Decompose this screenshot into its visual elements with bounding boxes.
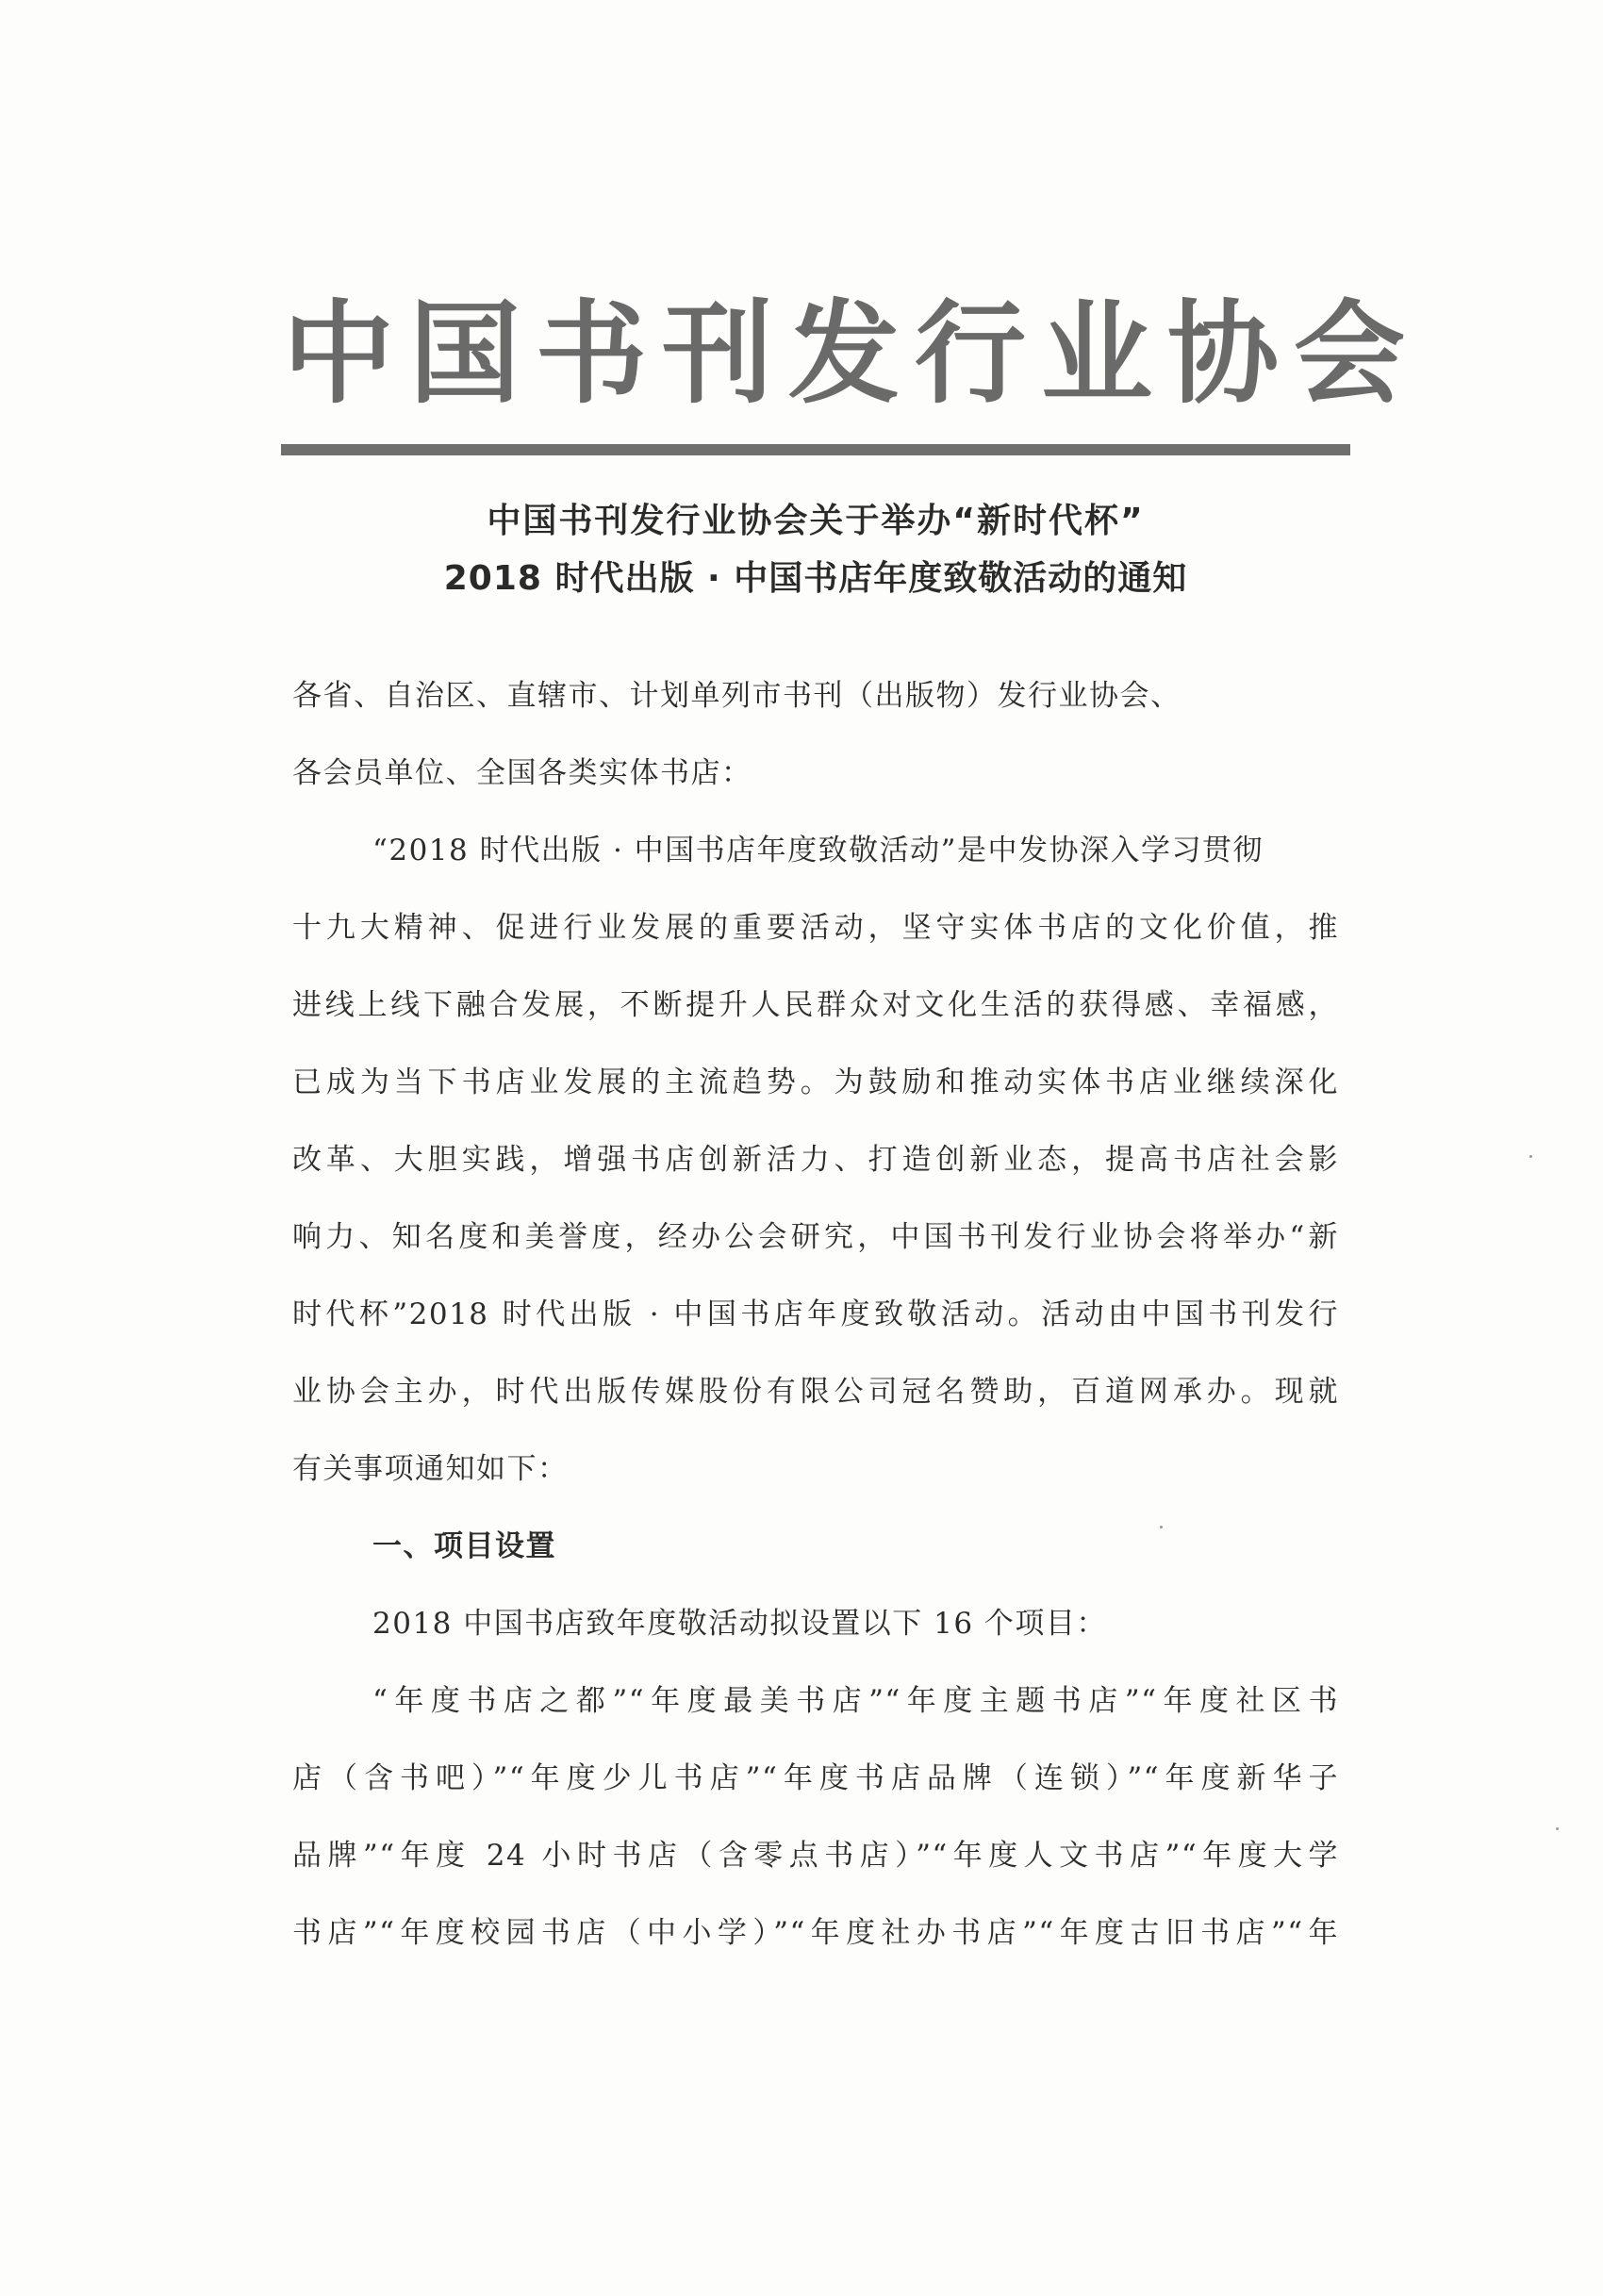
paragraph-line: 进线上线下融合发展，不断提升人民群众对文化生活的获得感、幸福感， [292, 988, 1339, 1022]
paragraph-line: 时代杯”2018 时代出版 · 中国书店年度致敬活动。活动由中国书刊发行 [292, 1297, 1339, 1331]
paragraph-line: 改革、大胆实践，增强书店创新活力、打造创新业态，提高书店社会影 [292, 1143, 1339, 1177]
section-intro: 2018 中国书店致年度敬活动拟设置以下 16 个项目： [372, 1607, 1107, 1641]
items-line: 书店”“年度校园书店（中小学）”“年度社办书店”“年度古旧书店”“年 [292, 1916, 1339, 1950]
paragraph-line: 十九大精神、促进行业发展的重要活动，坚守实体书店的文化价值，推 [292, 911, 1339, 945]
paragraph-line: “2018 时代出版 · 中国书店年度致敬活动”是中发协深入学习贯彻 [372, 834, 1264, 867]
scan-speck [1556, 1827, 1559, 1830]
items-line: “年度书店之都”“年度最美书店”“年度主题书店”“年度社区书 [372, 1684, 1339, 1718]
notice-title-line-2: 2018 时代出版 · 中国书店年度致敬活动的通知 [443, 559, 1188, 598]
paragraph-line: 已成为当下书店业发展的主流趋势。为鼓励和推动实体书店业继续深化 [292, 1065, 1339, 1099]
paragraph-line: 业协会主办，时代出版传媒股份有限公司冠名赞助，百道网承办。现就 [292, 1375, 1339, 1409]
letterhead-rule [281, 444, 1350, 455]
scan-speck [1529, 1155, 1532, 1158]
items-line: 品牌”“年度 24 小时书店（含零点书店）”“年度人文书店”“年度大学 [292, 1839, 1339, 1873]
section-heading: 一、项目设置 [372, 1529, 556, 1563]
addressee-line-2: 各会员单位、全国各类实体书店： [292, 756, 752, 790]
scan-speck [1160, 1526, 1163, 1528]
notice-title-line-1: 中国书刊发行业协会关于举办“新时代杯” [487, 502, 1145, 540]
addressee-line-1: 各省、自治区、直辖市、计划单列市书刊（出版物）发行业协会、 [292, 679, 1182, 713]
paragraph-line: 有关事项通知如下： [292, 1452, 569, 1486]
letterhead-org-name: 中国书刊发行业协会 [283, 289, 1421, 419]
paragraph-line: 响力、知名度和美誉度，经办公会研究，中国书刊发行业协会将举办“新 [292, 1220, 1339, 1254]
items-line: 店（含书吧）”“年度少儿书店”“年度书店品牌（连锁）”“年度新华子 [292, 1761, 1339, 1795]
